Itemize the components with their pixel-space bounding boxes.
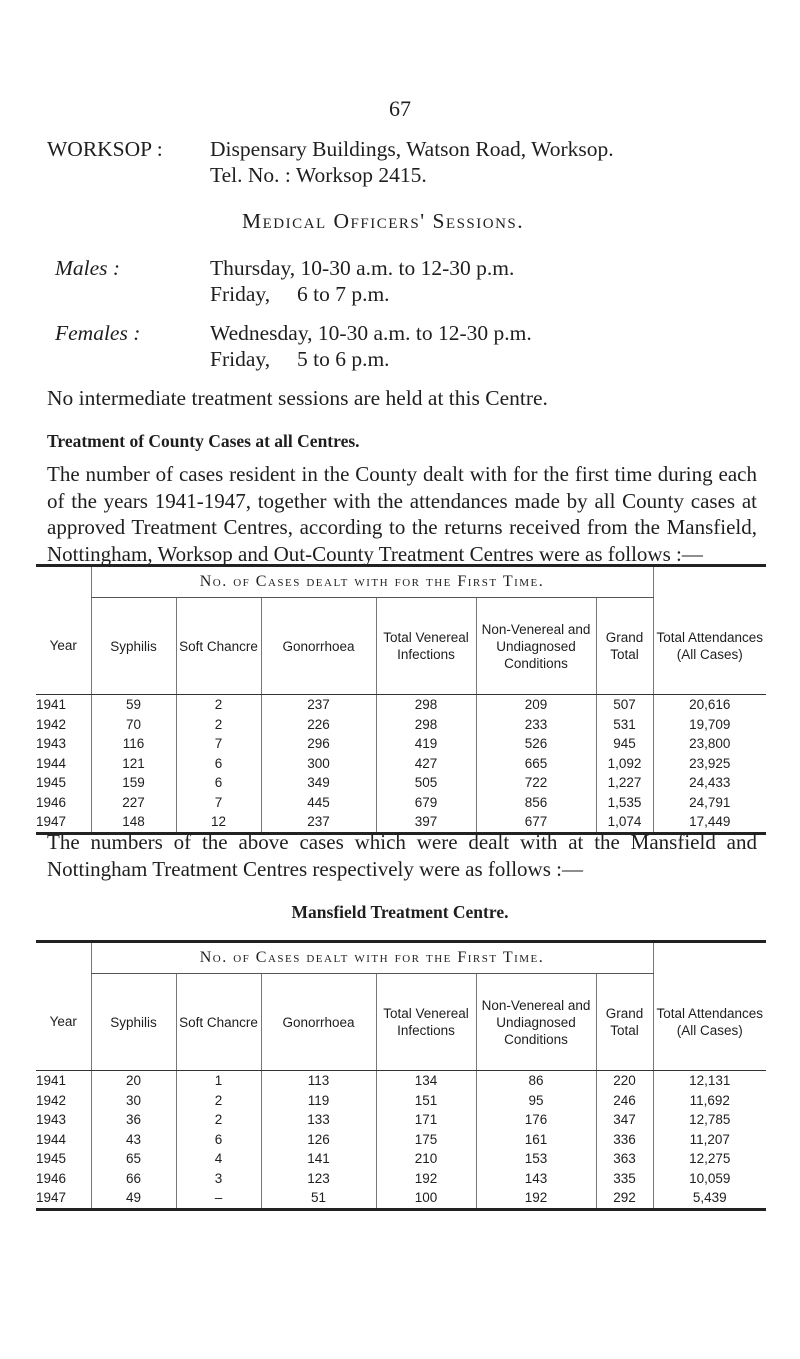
table-row	[36, 1149, 766, 1169]
value-cell: 227	[91, 793, 176, 813]
column-header: Soft Chancre	[176, 974, 261, 1071]
value-cell: 722	[476, 773, 596, 793]
value-cell: 11,207	[653, 1130, 766, 1150]
table-row	[36, 1091, 766, 1111]
value-cell: 49	[91, 1188, 176, 1209]
year-cell: 1947	[36, 1188, 91, 1209]
value-cell: 133	[261, 1110, 376, 1130]
value-cell: 296	[261, 734, 376, 754]
males-session-2: Friday, 6 to 7 p.m.	[210, 282, 390, 306]
no-intermediate-note: No intermediate treatment sessions are held at this Centre.	[47, 386, 548, 410]
value-cell: 226	[261, 715, 376, 735]
value-cell: 12,275	[653, 1149, 766, 1169]
value-cell: 5,439	[653, 1188, 766, 1209]
value-cell: 4	[176, 1149, 261, 1169]
value-cell: 23,800	[653, 734, 766, 754]
table-column-headers	[36, 598, 766, 695]
value-cell: 2	[176, 1091, 261, 1111]
table-row	[36, 695, 766, 715]
year-cell: 1946	[36, 1170, 67, 1186]
table-group-header: No. of Cases dealt with for the First Time.	[91, 566, 653, 598]
value-cell: 427	[376, 754, 476, 774]
year-cell: 1941	[36, 697, 67, 713]
value-cell: 161	[476, 1130, 596, 1150]
value-cell: 419	[376, 734, 476, 754]
value-cell: 220	[596, 1071, 653, 1091]
table-row	[36, 773, 766, 793]
value-cell: 233	[476, 715, 596, 735]
value-cell: 505	[376, 773, 476, 793]
value-cell: 134	[376, 1071, 476, 1091]
females-label: Females :	[55, 321, 141, 345]
value-cell: 171	[376, 1110, 476, 1130]
mansfield-table	[36, 940, 766, 1211]
value-cell: 347	[596, 1110, 653, 1130]
value-cell: 20	[91, 1071, 176, 1091]
value-cell: 95	[476, 1091, 596, 1111]
value-cell: 1,074	[596, 812, 653, 833]
year-cell: 1946	[36, 794, 67, 810]
value-cell: 6	[176, 1130, 261, 1150]
column-header: Grand Total	[596, 598, 653, 695]
year-cell: 1943	[36, 1112, 67, 1128]
value-cell: 51	[261, 1188, 376, 1209]
column-header: Gonorrhoea	[261, 974, 376, 1071]
table-row	[36, 754, 766, 774]
value-cell: 176	[476, 1110, 596, 1130]
value-cell: 159	[91, 773, 176, 793]
value-cell: 59	[91, 695, 176, 715]
females-session-1: Wednesday, 10-30 a.m. to 12-30 p.m.	[210, 321, 532, 345]
value-cell: 19,709	[653, 715, 766, 735]
year-cell: 1941	[36, 1073, 67, 1089]
value-cell: 6	[176, 754, 261, 774]
value-cell: 20,616	[653, 695, 766, 715]
value-cell: 526	[476, 734, 596, 754]
column-header: Total Venereal Infections	[376, 974, 476, 1071]
page-number: 67	[389, 96, 411, 121]
value-cell: 151	[376, 1091, 476, 1111]
value-cell: –	[176, 1188, 261, 1209]
value-cell: 66	[91, 1169, 176, 1189]
value-cell: 856	[476, 793, 596, 813]
value-cell: 335	[596, 1169, 653, 1189]
value-cell: 1,092	[596, 754, 653, 774]
table-group-header-row	[36, 566, 766, 598]
value-cell: 12	[176, 812, 261, 833]
value-cell: 23,925	[653, 754, 766, 774]
value-cell: 246	[596, 1091, 653, 1111]
value-cell: 679	[376, 793, 476, 813]
table-group-header-row	[36, 942, 766, 974]
column-header: Non-Venereal and Undiagnosed Conditions	[476, 974, 596, 1071]
column-header: Syphilis	[91, 974, 176, 1071]
table-row	[36, 715, 766, 735]
table-row	[36, 734, 766, 754]
year-cell: 1944	[36, 1131, 67, 1147]
centre-address: Dispensary Buildings, Watson Road, Worksop.	[210, 137, 614, 161]
value-cell: 237	[261, 695, 376, 715]
centre-name: WORKSOP :	[47, 137, 163, 161]
value-cell: 7	[176, 734, 261, 754]
table-row	[36, 1188, 766, 1209]
value-cell: 665	[476, 754, 596, 774]
value-cell: 24,791	[653, 793, 766, 813]
year-cell: 1944	[36, 755, 67, 771]
females-session-2: Friday, 5 to 6 p.m.	[210, 347, 390, 371]
value-cell: 2	[176, 1110, 261, 1130]
value-cell: 298	[376, 715, 476, 735]
value-cell: 1,535	[596, 793, 653, 813]
column-header: Soft Chancre	[176, 598, 261, 695]
value-cell: 70	[91, 715, 176, 735]
section-heading-all-centres: Treatment of County Cases at all Centres.	[47, 431, 360, 451]
all-centres-table	[36, 564, 766, 835]
year-cell: 1942	[36, 1092, 67, 1108]
value-cell: 175	[376, 1130, 476, 1150]
intro-paragraph: The number of cases resident in the County dealt with for the first time during each of the years 1941-1947, together with the attendances made by all County cases at approved Treatment Centres, according to the returns received from the Mansfield, Nottingham, Worksop and Out-County Treatment Centres were as follows :—	[47, 462, 757, 566]
value-cell: 677	[476, 812, 596, 833]
value-cell: 2	[176, 695, 261, 715]
value-cell: 121	[91, 754, 176, 774]
table-row	[36, 1169, 766, 1189]
value-cell: 12,785	[653, 1110, 766, 1130]
value-cell: 36	[91, 1110, 176, 1130]
value-cell: 100	[376, 1188, 476, 1209]
value-cell: 209	[476, 695, 596, 715]
value-cell: 1	[176, 1071, 261, 1091]
value-cell: 126	[261, 1130, 376, 1150]
value-cell: 86	[476, 1071, 596, 1091]
value-cell: 116	[91, 734, 176, 754]
value-cell: 445	[261, 793, 376, 813]
males-session-1: Thursday, 10-30 a.m. to 12-30 p.m.	[210, 256, 515, 280]
value-cell: 363	[596, 1149, 653, 1169]
year-cell: 1942	[36, 716, 67, 732]
value-cell: 3	[176, 1169, 261, 1189]
value-cell: 349	[261, 773, 376, 793]
value-cell: 30	[91, 1091, 176, 1111]
value-cell: 298	[376, 695, 476, 715]
year-cell: 1945	[36, 1151, 67, 1167]
value-cell: 24,433	[653, 773, 766, 793]
table-row	[36, 1071, 766, 1091]
mansfield-intro-paragraph: The numbers of the above cases which were dealt with at the Mansfield and Nottingham Treatment Centres respectively were as follows :—	[47, 830, 757, 881]
value-cell: 397	[376, 812, 476, 833]
table-row	[36, 793, 766, 813]
value-cell: 11,692	[653, 1091, 766, 1111]
table-row	[36, 1110, 766, 1130]
value-cell: 7	[176, 793, 261, 813]
value-cell: 123	[261, 1169, 376, 1189]
column-header: Year	[36, 598, 91, 695]
value-cell: 65	[91, 1149, 176, 1169]
table-group-header: No. of Cases dealt with for the First Time.	[91, 942, 653, 974]
year-cell: 1945	[36, 775, 67, 791]
value-cell: 292	[596, 1188, 653, 1209]
value-cell: 43	[91, 1130, 176, 1150]
value-cell: 17,449	[653, 812, 766, 833]
column-header: Non-Venereal and Undiagnosed Conditions	[476, 598, 596, 695]
value-cell: 12,131	[653, 1071, 766, 1091]
value-cell: 141	[261, 1149, 376, 1169]
value-cell: 507	[596, 695, 653, 715]
column-header: Total Attendances (All Cases)	[653, 598, 766, 695]
value-cell: 153	[476, 1149, 596, 1169]
value-cell: 113	[261, 1071, 376, 1091]
value-cell: 192	[376, 1169, 476, 1189]
value-cell: 148	[91, 812, 176, 833]
column-header: Syphilis	[91, 598, 176, 695]
males-label: Males :	[55, 256, 121, 280]
value-cell: 336	[596, 1130, 653, 1150]
table-column-headers	[36, 974, 766, 1071]
column-header: Total Attendances (All Cases)	[653, 974, 766, 1071]
mansfield-heading: Mansfield Treatment Centre.	[291, 902, 509, 922]
value-cell: 237	[261, 812, 376, 833]
column-header: Grand Total	[596, 974, 653, 1071]
table-row	[36, 1130, 766, 1150]
sessions-heading: Medical Officers' Sessions.	[242, 209, 525, 233]
value-cell: 143	[476, 1169, 596, 1189]
value-cell: 192	[476, 1188, 596, 1209]
column-header: Total Venereal Infections	[376, 598, 476, 695]
value-cell: 10,059	[653, 1169, 766, 1189]
value-cell: 945	[596, 734, 653, 754]
value-cell: 1,227	[596, 773, 653, 793]
centre-telephone: Tel. No. : Worksop 2415.	[210, 163, 427, 187]
value-cell: 531	[596, 715, 653, 735]
year-cell: 1943	[36, 736, 67, 752]
column-header: Year	[36, 974, 91, 1071]
value-cell: 119	[261, 1091, 376, 1111]
column-header: Gonorrhoea	[261, 598, 376, 695]
value-cell: 2	[176, 715, 261, 735]
value-cell: 300	[261, 754, 376, 774]
value-cell: 6	[176, 773, 261, 793]
value-cell: 210	[376, 1149, 476, 1169]
year-cell: 1947	[36, 812, 91, 833]
